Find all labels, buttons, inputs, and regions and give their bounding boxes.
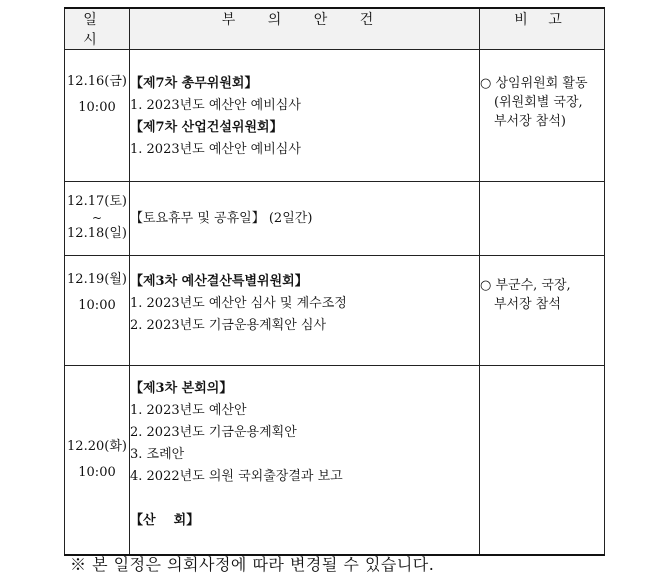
date-separator: ~ [91, 211, 103, 225]
header-date: 일 시 [65, 8, 130, 50]
date-text: 12.17(토) [67, 194, 127, 209]
date-text: 12.20(화) [67, 438, 127, 454]
schedule-table [64, 7, 605, 556]
time-text: 10:00 [78, 464, 116, 480]
agenda-cell [130, 256, 480, 366]
agenda-item: 【토요휴무 및 공휴일】 (2일간) [130, 210, 313, 226]
time-text: 10:00 [78, 298, 116, 313]
agenda-item: 【산 회】 [130, 513, 200, 528]
table-row [65, 182, 605, 256]
date-cell [65, 256, 130, 366]
note-line: ○ 상임위원회 활동 [480, 76, 588, 91]
note-line: 부서장 참석 [494, 297, 561, 312]
agenda-item: 2. 2023년도 기금운용계획안 [130, 425, 297, 440]
date-cell [65, 366, 130, 555]
agenda-item: 2. 2023년도 기금운용계획안 심사 [130, 318, 327, 333]
agenda-item: 【제3차 본회의】 [130, 381, 233, 396]
agenda-item: 【제7차 총무위원회】 [130, 76, 258, 91]
agenda-item: 3. 조례안 [130, 447, 185, 462]
date-cell [65, 50, 130, 182]
agenda-spacer [130, 488, 479, 510]
notes-cell [480, 182, 605, 256]
date-text: 12.19(월) [67, 272, 127, 287]
agenda-item: 1. 2023년도 예산안 심사 및 계수조정 [130, 296, 347, 311]
table-row [65, 50, 605, 182]
agenda-cell [130, 366, 480, 555]
table-row [65, 256, 605, 366]
date-cell [65, 182, 130, 256]
footer-notice: ※ 본 일정은 의회사정에 따라 변경될 수 있습니다. [70, 555, 435, 574]
notes-cell [480, 366, 605, 555]
note-line: (위원회별 국장, [494, 95, 583, 110]
note-line: ○ 부군수, 국장, [480, 278, 571, 293]
agenda-item: 1. 2023년도 예산안 예비심사 [130, 98, 301, 113]
agenda-cell [130, 50, 480, 182]
date-text: 12.18(일) [67, 226, 127, 241]
date-text: 12.16(금) [67, 74, 127, 89]
agenda-item: 4. 2022년도 의원 국외출장결과 보고 [130, 469, 343, 484]
notes-cell [480, 50, 605, 182]
table-row [65, 366, 605, 555]
time-text: 10:00 [78, 100, 116, 115]
header-notes: 비 고 [480, 8, 605, 50]
agenda-item: 1. 2023년도 예산안 [130, 403, 247, 418]
note-line: 부서장 참석) [494, 114, 566, 129]
agenda-item: 【제7차 산업건설위원회】 [130, 120, 283, 135]
agenda-item: 1. 2023년도 예산안 예비심사 [130, 142, 301, 157]
agenda-cell [130, 182, 480, 256]
header-row [65, 8, 605, 50]
header-agenda: 부 의 안 건 [130, 8, 480, 50]
agenda-item: 【제3차 예산결산특별위원회】 [130, 274, 308, 289]
notes-cell [480, 256, 605, 366]
